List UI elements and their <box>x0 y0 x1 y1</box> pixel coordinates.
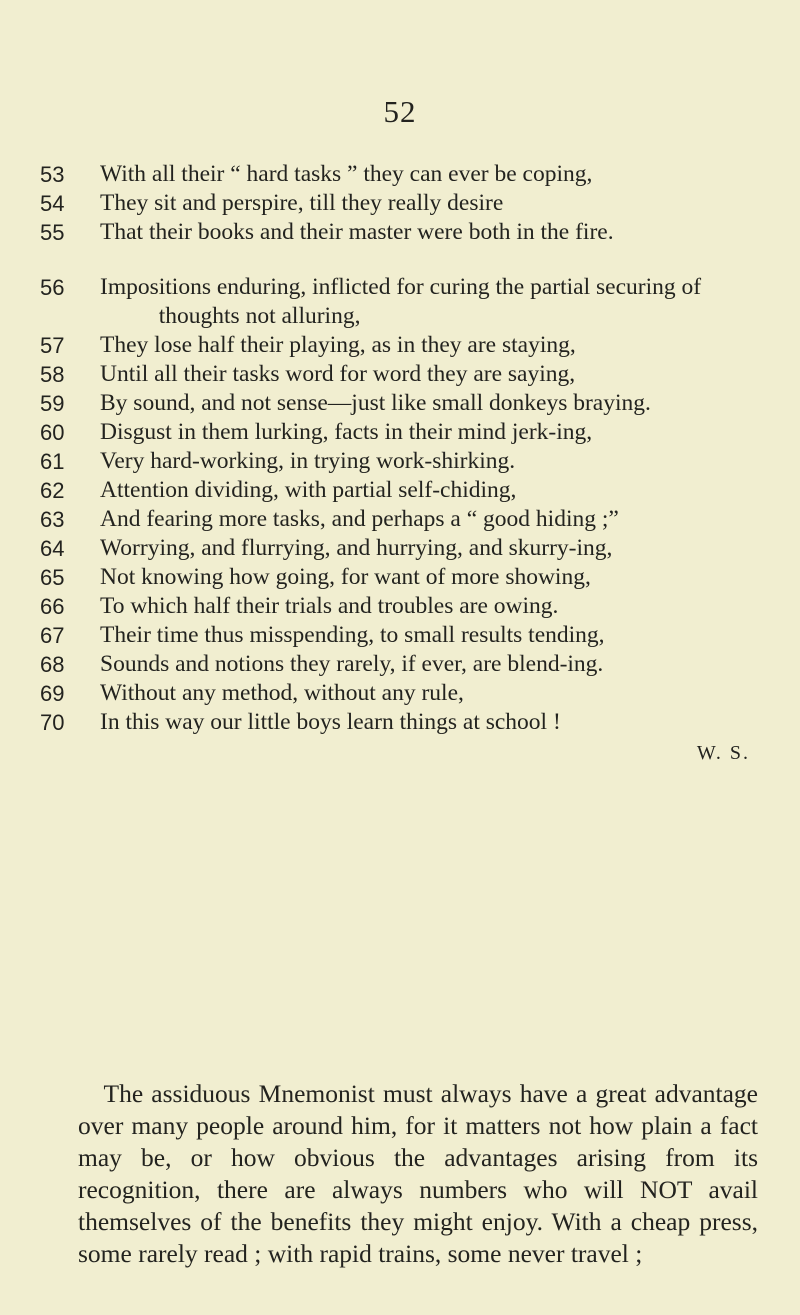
line-number: 54 <box>40 191 65 216</box>
line-text: They lose half their playing, as in they are staying, <box>100 332 576 358</box>
poem-line <box>40 218 760 247</box>
poem-line <box>40 331 760 360</box>
line-text: That their books and their master were both in the fire. <box>100 219 614 245</box>
poem-line <box>40 389 760 418</box>
poem <box>40 160 760 793</box>
prose-paragraph: The assiduous Mnemonist must always have a great advantage over many people around him, for it matters not how plain a fact may be, or how obvious the advantages arising from its recognition, there are always numbers who will NOT avail themselves of the benefits they might enjoy. With a cheap press, some rarely read ; with rapid trains, some never travel ; <box>78 1078 758 1268</box>
line-text: Disgust in them lurking, facts in their mind jerk-ing, <box>100 419 593 445</box>
poem-line <box>40 189 760 218</box>
stanza-2 <box>40 273 760 767</box>
poem-line <box>40 708 760 737</box>
line-number: 66 <box>40 594 65 619</box>
line-text: Sounds and notions they rarely, if ever, are blend-ing. <box>100 651 604 677</box>
line-text: Very hard-working, in trying work-shirking. <box>100 448 516 474</box>
line-number: 53 <box>40 162 65 187</box>
poem-line <box>40 563 760 592</box>
line-number: 59 <box>40 391 65 416</box>
line-number: 57 <box>40 333 65 358</box>
line-number: 55 <box>40 220 65 245</box>
line-text: And fearing more tasks, and perhaps a “ good hiding ;” <box>100 506 619 532</box>
line-number: 58 <box>40 362 65 387</box>
line-number: 65 <box>40 565 65 590</box>
line-number: 60 <box>40 420 65 445</box>
poem-line <box>40 534 760 563</box>
line-text: By sound, and not sense—just like small donkeys braying. <box>100 390 651 416</box>
line-number: 70 <box>40 710 65 735</box>
poem-line <box>40 418 760 447</box>
poem-line <box>40 360 760 389</box>
line-text: To which half their trials and troubles are owing. <box>100 593 559 619</box>
line-text: In this way our little boys learn things at school ! <box>100 709 561 735</box>
line-number: 68 <box>40 652 65 677</box>
line-text: Their time thus misspending, to small results tending, <box>100 622 605 648</box>
poem-line <box>40 592 760 621</box>
line-number: 64 <box>40 536 65 561</box>
poem-line <box>40 447 760 476</box>
poem-line <box>40 650 760 679</box>
line-number: 62 <box>40 478 65 503</box>
line-text: With all their “ hard tasks ” they can ever be coping, <box>100 161 593 187</box>
line-text: Worrying, and flurrying, and hurrying, and skurry-ing, <box>100 535 613 561</box>
line-text: Until all their tasks word for word they are saying, <box>100 361 576 387</box>
line-number: 69 <box>40 681 65 706</box>
line-text: Without any method, without any rule, <box>100 680 464 706</box>
poem-line <box>40 505 760 534</box>
page-number: 52 <box>383 94 417 129</box>
line-text: Not knowing how going, for want of more showing, <box>100 564 591 590</box>
line-number: 63 <box>40 507 65 532</box>
poem-line <box>40 476 760 505</box>
line-number: 56 <box>40 275 65 300</box>
line-text: Attention dividing, with partial self-chiding, <box>100 477 517 503</box>
poem-line <box>40 273 760 331</box>
author-signature: W. S. <box>696 742 750 764</box>
line-number: 61 <box>40 449 65 474</box>
line-number: 67 <box>40 623 65 648</box>
line-text: They sit and perspire, till they really desire <box>100 190 504 216</box>
poem-line <box>40 621 760 650</box>
stanza-1 <box>40 160 760 247</box>
poem-line <box>40 679 760 708</box>
poem-line <box>40 160 760 189</box>
line-text: Impositions enduring, inflicted for curing the partial securing of thoughts not alluring, <box>100 274 702 329</box>
